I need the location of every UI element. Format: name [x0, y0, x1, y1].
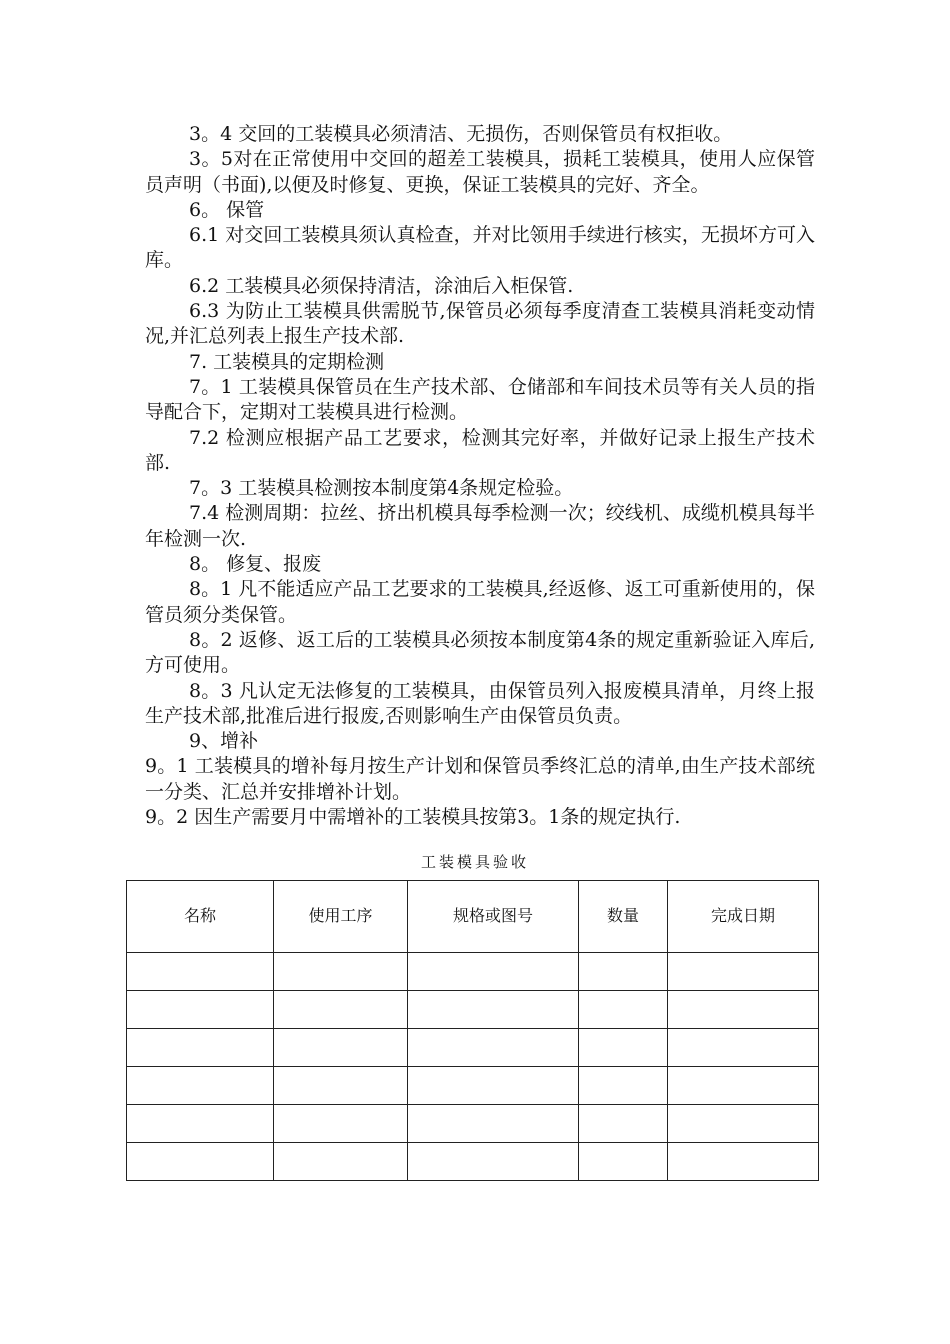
- table-row: [127, 1105, 819, 1143]
- table-cell[interactable]: [579, 1105, 668, 1143]
- table-cell[interactable]: [668, 1105, 819, 1143]
- paragraph: 8。1 凡不能适应产品工艺要求的工装模具,经返修、返工可重新使用的，保管员须分类保管。: [145, 578, 815, 626]
- table-cell[interactable]: [274, 1105, 408, 1143]
- table-row: [127, 1029, 819, 1067]
- paragraph: 3。4 交回的工装模具必须清洁、无损伤，否则保管员有权拒收。: [189, 123, 733, 145]
- column-header-quantity: 数量: [579, 881, 668, 953]
- table-cell[interactable]: [127, 1143, 274, 1181]
- table-row: [127, 1143, 819, 1181]
- table-row: [127, 991, 819, 1029]
- table-cell[interactable]: [579, 1143, 668, 1181]
- table-cell[interactable]: [408, 1067, 579, 1105]
- table-cell[interactable]: [408, 1105, 579, 1143]
- table-cell[interactable]: [274, 1067, 408, 1105]
- table-cell[interactable]: [127, 1067, 274, 1105]
- table-cell[interactable]: [668, 953, 819, 991]
- paragraph: 7。3 工装模具检测按本制度第4条规定检验。: [189, 477, 574, 500]
- acceptance-table: [126, 880, 819, 1181]
- table-cell[interactable]: [579, 953, 668, 991]
- table-cell[interactable]: [274, 991, 408, 1029]
- paragraph: 8。3 凡认定无法修复的工装模具，由保管员列入报废模具清单，月终上报生产技术部,批准后进行报废,否则影响生产由保管员负责。: [145, 679, 815, 727]
- table-cell[interactable]: [274, 1143, 408, 1181]
- table-row: [127, 1067, 819, 1105]
- table-cell[interactable]: [274, 1029, 408, 1067]
- paragraph: 8。2 返修、返工后的工装模具必须按本制度第4条的规定重新验证入库后,方可使用。: [145, 628, 815, 677]
- column-header-date: 完成日期: [668, 881, 819, 953]
- body-text: [145, 122, 815, 830]
- paragraph: 7.2 检测应根据产品工艺要求，检测其完好率，并做好记录上报生产技术部.: [145, 426, 815, 474]
- section-heading: 7. 工装模具的定期检测: [189, 350, 385, 373]
- table-cell[interactable]: [668, 1029, 819, 1067]
- column-header-name: 名称: [127, 881, 274, 953]
- table-row: [127, 953, 819, 991]
- table-cell[interactable]: [127, 1029, 274, 1067]
- table-cell[interactable]: [274, 953, 408, 991]
- table-cell[interactable]: [408, 1143, 579, 1181]
- table-cell[interactable]: [579, 1029, 668, 1067]
- table-cell[interactable]: [408, 991, 579, 1029]
- table-cell[interactable]: [127, 991, 274, 1029]
- table-cell[interactable]: [668, 991, 819, 1029]
- section-heading: 9、增补: [189, 730, 259, 753]
- paragraph: 6.1 对交回工装模具须认真检查，并对比领用手续进行核实，无损坏方可入库。: [145, 224, 815, 272]
- section-heading: 8。 修复、报废: [189, 553, 322, 576]
- table-title: 工装模具验收: [420, 853, 529, 871]
- table-cell[interactable]: [408, 1029, 579, 1067]
- table-header-row: [127, 881, 819, 953]
- paragraph: 6.3 为防止工装模具供需脱节,保管员必须每季度清查工装模具消耗变动情况,并汇总列表上报生产技术部.: [145, 300, 815, 348]
- paragraph: 9。1 工装模具的增补每月按生产计划和保管员季终汇总的清单,由生产技术部统一分类、汇总并安排增补计划。: [145, 755, 815, 803]
- table-cell[interactable]: [579, 1067, 668, 1105]
- paragraph: 9。2 因生产需要月中需增补的工装模具按第3。1条的规定执行.: [145, 806, 681, 829]
- table-cell[interactable]: [668, 1067, 819, 1105]
- table-cell[interactable]: [668, 1143, 819, 1181]
- section-heading: 6。 保管: [189, 198, 265, 221]
- table-cell[interactable]: [408, 953, 579, 991]
- table-cell[interactable]: [579, 991, 668, 1029]
- paragraph: 6.2 工装模具必须保持清洁，涂油后入柜保管.: [189, 274, 574, 297]
- paragraph: 7.4 检测周期：拉丝、挤出机模具每季检测一次；绞线机、成缆机模具每半年检测一次.: [145, 502, 815, 550]
- column-header-process: 使用工序: [274, 881, 408, 953]
- column-header-spec: 规格或图号: [408, 881, 579, 953]
- paragraph: 3。5对在正常使用中交回的超差工装模具，损耗工装模具，使用人应保管员声明（书面),以便及时修复、更换，保证工装模具的完好、齐全。: [145, 148, 815, 196]
- table-cell[interactable]: [127, 953, 274, 991]
- paragraph: 7。1 工装模具保管员在生产技术部、仓储部和车间技术员等有关人员的指导配合下，定期对工装模具进行检测。: [145, 375, 815, 424]
- table-cell[interactable]: [127, 1105, 274, 1143]
